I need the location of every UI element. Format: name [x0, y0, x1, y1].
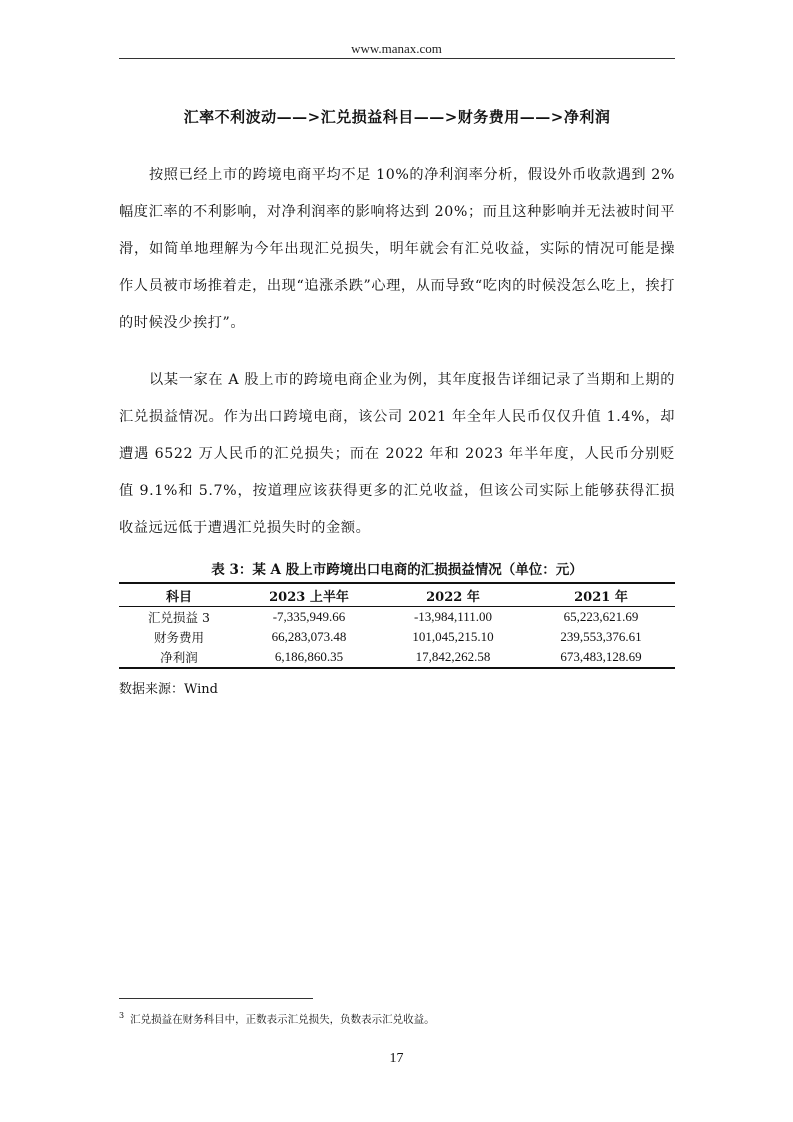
table-cell-2021: 239,553,376.61 [560, 629, 642, 644]
table-row [119, 607, 675, 628]
table-cell-subject: 财务费用 [153, 630, 204, 645]
footnote [119, 1011, 435, 1027]
table-cell-subject: 净利润 [119, 647, 239, 668]
table-header-row [119, 583, 675, 607]
fx-gain-loss-table [119, 582, 675, 669]
footnote-divider [119, 998, 313, 999]
table-cell-2021: 673,483,128.69 [527, 647, 675, 668]
table-row [119, 627, 675, 647]
table-cell-2022: -13,984,111.00 [413, 609, 493, 624]
table-caption: 表 3：某 A 股上市跨境出口电商的汇损损益情况（单位：元） [211, 562, 583, 578]
paragraph-1: 按照已经上市的跨境电商平均不足 10%的净利润率分析，假设外币收款遇到 2%幅度汇率的不利影响，对净利润率的影响将达到 20%；而且这种影响并无法被时间平滑，如简单地理解为今年出现汇兑损失，明年就会有汇兑收益，实际的情况可能是操作人员被市场推着走，出现“追涨杀跌”心理，从而导致“吃肉的时候没怎么吃上，挨打的时候没少挨打”。 [119, 167, 676, 332]
table-cell-2021: 65,223,621.69 [563, 609, 639, 624]
table-cell-2022: 17,842,262.58 [379, 647, 527, 668]
table-header-2021: 2021 年 [527, 583, 675, 607]
table-header-subject: 科目 [119, 583, 239, 607]
table-cell-2022: 101,045,215.10 [412, 629, 494, 644]
section-heading: 汇率不利波动——>汇兑损益科目——>财务费用——>净利润 [183, 108, 611, 126]
footnote-marker: 3 [119, 1011, 125, 1020]
page-number: 17 [389, 1051, 404, 1066]
data-source: 数据来源：Wind [119, 682, 218, 697]
table-header-h1-2023: 2023 上半年 [239, 583, 379, 607]
table-cell-h1-2023: 66,283,073.48 [271, 629, 347, 644]
table-row [119, 647, 675, 668]
footnote-ref: 3 [202, 610, 210, 625]
subject-label: 汇兑损益 [148, 610, 199, 625]
paragraph-2: 以某一家在 A 股上市的跨境电商企业为例，其年度报告详细记录了当期和上期的汇兑损益情况。作为出口跨境电商，该公司 2021 年全年人民币仅仅升值 1.4%，却遭遇 6522 万人民币的汇兑损失；而在 2022 年和 2023 年半年度，人民币分别贬值 9.1%和 5.7%，按道理应该获得更多的汇兑收益，但该公司实际上能够获得汇损收益远远低于遭遇汇兑损失时的金额。 [119, 372, 675, 537]
table-cell-h1-2023: -7,335,949.66 [272, 609, 346, 624]
table-header-2022: 2022 年 [379, 583, 527, 607]
header-divider [119, 58, 675, 59]
table-cell-h1-2023: 6,186,860.35 [239, 647, 379, 668]
header-url: www.manax.com [351, 41, 442, 56]
footnote-text: 汇兑损益在财务科目中，正数表示汇兑损失，负数表示汇兑收益。 [130, 1013, 435, 1026]
table-cell-subject [119, 607, 239, 628]
